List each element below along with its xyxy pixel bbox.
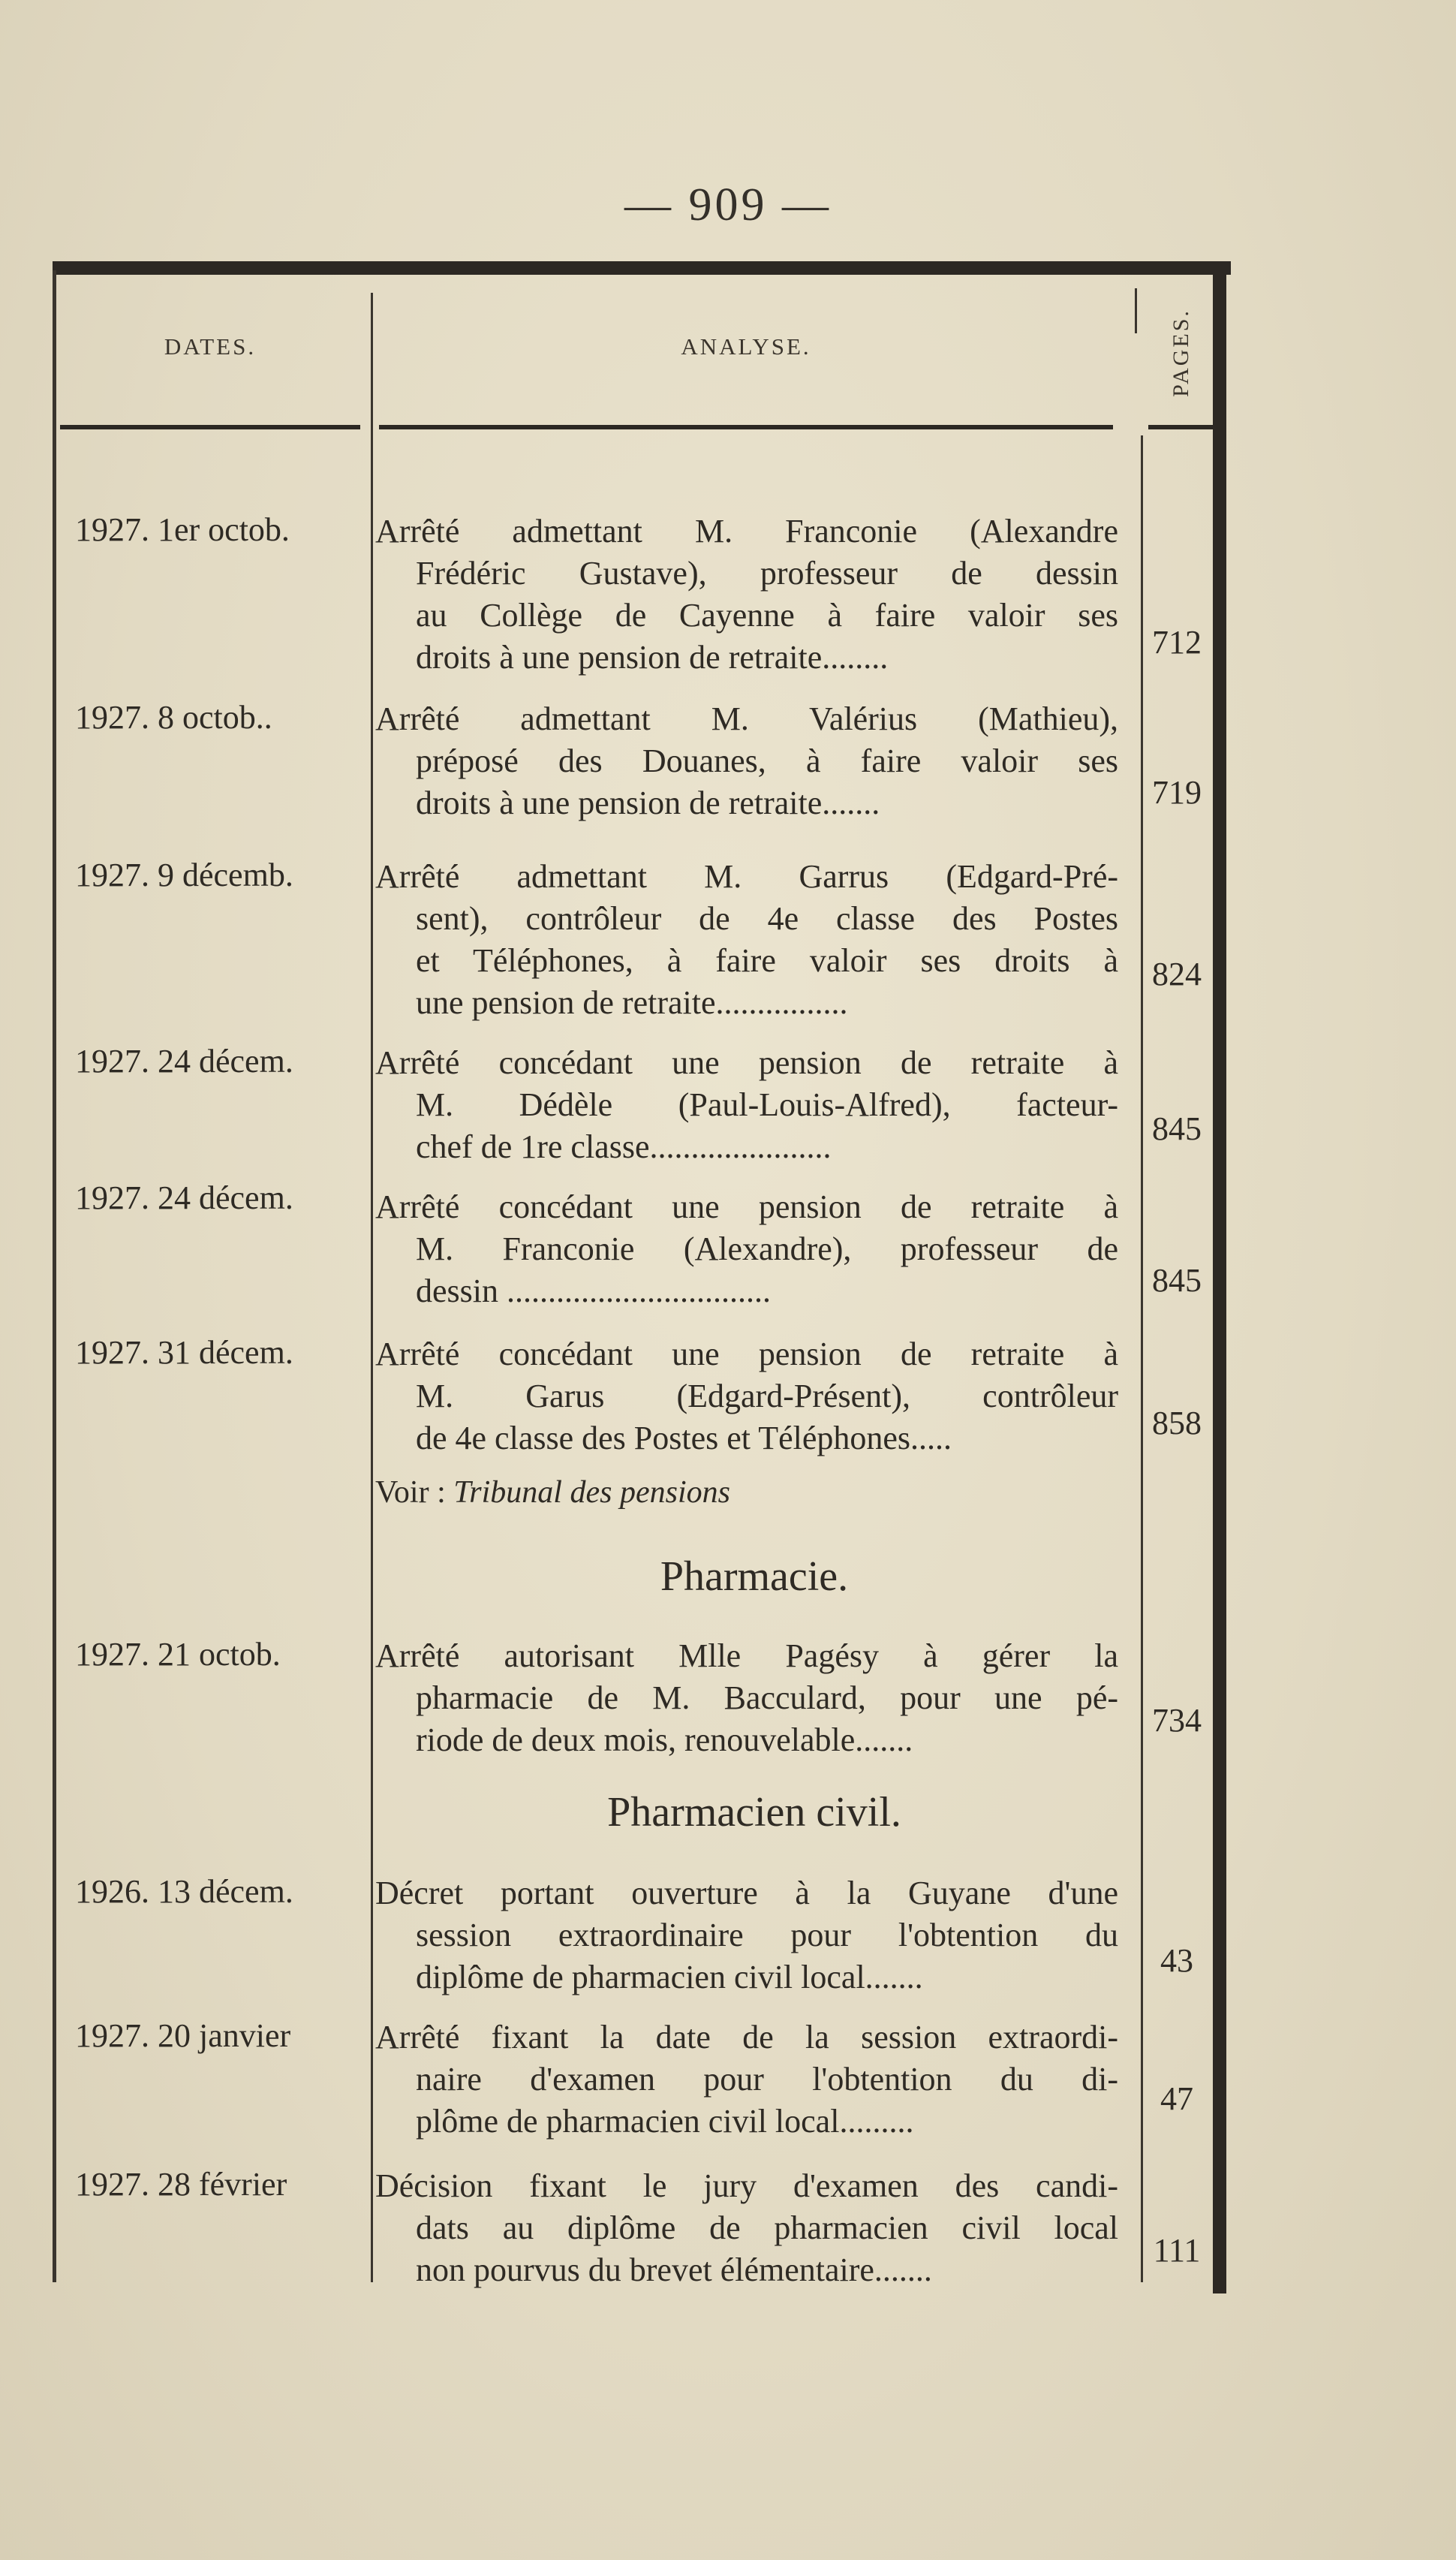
- table-left-rule: [53, 270, 56, 2282]
- analysis-line: sent), contrôleur de 4e classe des Postes: [416, 900, 1118, 937]
- entry-analysis: [375, 856, 1118, 1024]
- entry-date: 1927. 8 octob..: [75, 699, 272, 736]
- entry-analysis: [375, 1186, 1118, 1312]
- analysis-line: session extraordinaire pour l'obtention du: [416, 1917, 1118, 1953]
- analysis-line: une pension de retraite................: [416, 984, 848, 1021]
- see-also-reference: [375, 1474, 730, 1510]
- header-rule-dates: [60, 425, 360, 429]
- entry-date: 1927. 9 décemb.: [75, 857, 293, 893]
- entry-analysis: [375, 2165, 1118, 2291]
- analysis-line: non pourvus du brevet élémentaire.......: [416, 2251, 932, 2288]
- column-header-analyse: ANALYSE.: [681, 333, 811, 360]
- analysis-line: M. Dédèle (Paul-Louis-Alfred), facteur-: [416, 1086, 1118, 1123]
- column-header-pages: [1148, 293, 1214, 413]
- analysis-line: riode de deux mois, renouvelable.......: [416, 1721, 913, 1758]
- entry-date: 1927. 24 décem.: [75, 1043, 293, 1080]
- analysis-line: dats au diplôme de pharmacien civil local: [416, 2209, 1118, 2246]
- analysis-line: Arrêté autorisant Mlle Pagésy à gérer la: [375, 1637, 1118, 1674]
- entry-page: 719: [1152, 774, 1202, 811]
- entry-date: 1927. 21 octob.: [75, 1636, 281, 1673]
- entry-date: 1927. 1er octob.: [75, 511, 290, 548]
- analysis-line: Arrêté concédant une pension de retraite à: [375, 1044, 1118, 1081]
- analysis-line: préposé des Douanes, à faire valoir ses: [416, 742, 1118, 779]
- see-also-target: Tribunal des pensions: [453, 1475, 730, 1510]
- entry-page: 712: [1152, 624, 1202, 661]
- analysis-line: Frédéric Gustave), professeur de dessin: [416, 555, 1118, 592]
- analysis-line: au Collège de Cayenne à faire valoir ses: [416, 597, 1118, 634]
- column-separator-dates: [371, 293, 373, 2282]
- analysis-line: droits à une pension de retraite.......: [416, 785, 880, 821]
- entry-analysis: [375, 510, 1118, 679]
- page-number: — 909 —: [624, 179, 832, 230]
- see-also-label: Voir :: [375, 1475, 446, 1510]
- entry-page: 845: [1152, 1262, 1202, 1299]
- analysis-line: Décret portant ouverture à la Guyane d'une: [375, 1875, 1118, 1911]
- entry-page: 111: [1153, 2232, 1201, 2269]
- column-separator-pages: [1141, 435, 1143, 2282]
- analysis-line: M. Franconie (Alexandre), professeur de: [416, 1230, 1118, 1267]
- analysis-line: Décision fixant le jury d'examen des candi-: [375, 2167, 1118, 2204]
- header-rule-analyse: [379, 425, 1113, 429]
- table-top-rule: [53, 261, 1231, 275]
- entry-page: 43: [1160, 1942, 1193, 1979]
- analysis-line: Arrêté admettant M. Garrus (Edgard-Pré-: [375, 858, 1118, 895]
- analysis-line: et Téléphones, à faire valoir ses droits à: [416, 942, 1118, 979]
- entry-date: 1927. 28 février: [75, 2166, 287, 2203]
- analysis-line: M. Garus (Edgard-Présent), contrôleur: [416, 1378, 1118, 1414]
- analysis-line: plôme de pharmacien civil local.........: [416, 2103, 914, 2140]
- section-title-pharmacien-civil: Pharmacien civil.: [607, 1789, 901, 1836]
- entry-page: 47: [1160, 2080, 1193, 2117]
- analysis-line: dessin ................................: [416, 1272, 771, 1309]
- entry-analysis: [375, 1635, 1118, 1761]
- entry-analysis: [375, 2016, 1118, 2143]
- header-rule-pages: [1148, 425, 1214, 429]
- entry-analysis: [375, 1872, 1118, 1998]
- entry-page: 824: [1152, 956, 1202, 992]
- analysis-line: pharmacie de M. Bacculard, pour une pé-: [416, 1679, 1118, 1716]
- column-header-dates: DATES.: [164, 333, 257, 360]
- analysis-line: chef de 1re classe......................: [416, 1128, 832, 1165]
- analysis-line: diplôme de pharmacien civil local.......: [416, 1959, 923, 1995]
- analysis-line: naire d'examen pour l'obtention du di-: [416, 2061, 1118, 2098]
- analysis-line: droits à une pension de retraite........: [416, 639, 889, 676]
- entry-date: 1926. 13 décem.: [75, 1873, 293, 1910]
- entry-page: 734: [1152, 1702, 1202, 1739]
- entry-date: 1927. 31 décem.: [75, 1334, 293, 1371]
- entry-date: 1927. 24 décem.: [75, 1179, 293, 1216]
- entry-analysis: [375, 1333, 1118, 1459]
- entry-date: 1927. 20 janvier: [75, 2017, 291, 2054]
- entry-analysis: [375, 1042, 1118, 1168]
- analysis-line: Arrêté concédant une pension de retraite à: [375, 1336, 1118, 1372]
- entry-page: 858: [1152, 1405, 1202, 1441]
- table-right-rule: [1213, 270, 1226, 2293]
- analysis-line: Arrêté admettant M. Valérius (Mathieu),: [375, 700, 1118, 737]
- analysis-line: de 4e classe des Postes et Téléphones.....: [416, 1420, 952, 1456]
- analysis-line: Arrêté fixant la date de la session extraordi-: [375, 2019, 1118, 2056]
- analysis-line: Arrêté admettant M. Franconie (Alexandre: [375, 513, 1118, 550]
- column-separator-pages-header: [1135, 288, 1137, 333]
- analysis-line: Arrêté concédant une pension de retraite à: [375, 1188, 1118, 1225]
- section-title-pharmacie: Pharmacie.: [660, 1553, 849, 1600]
- entry-page: 845: [1152, 1110, 1202, 1147]
- column-header-pages-label: PAGES.: [1169, 309, 1193, 397]
- entry-analysis: [375, 698, 1118, 824]
